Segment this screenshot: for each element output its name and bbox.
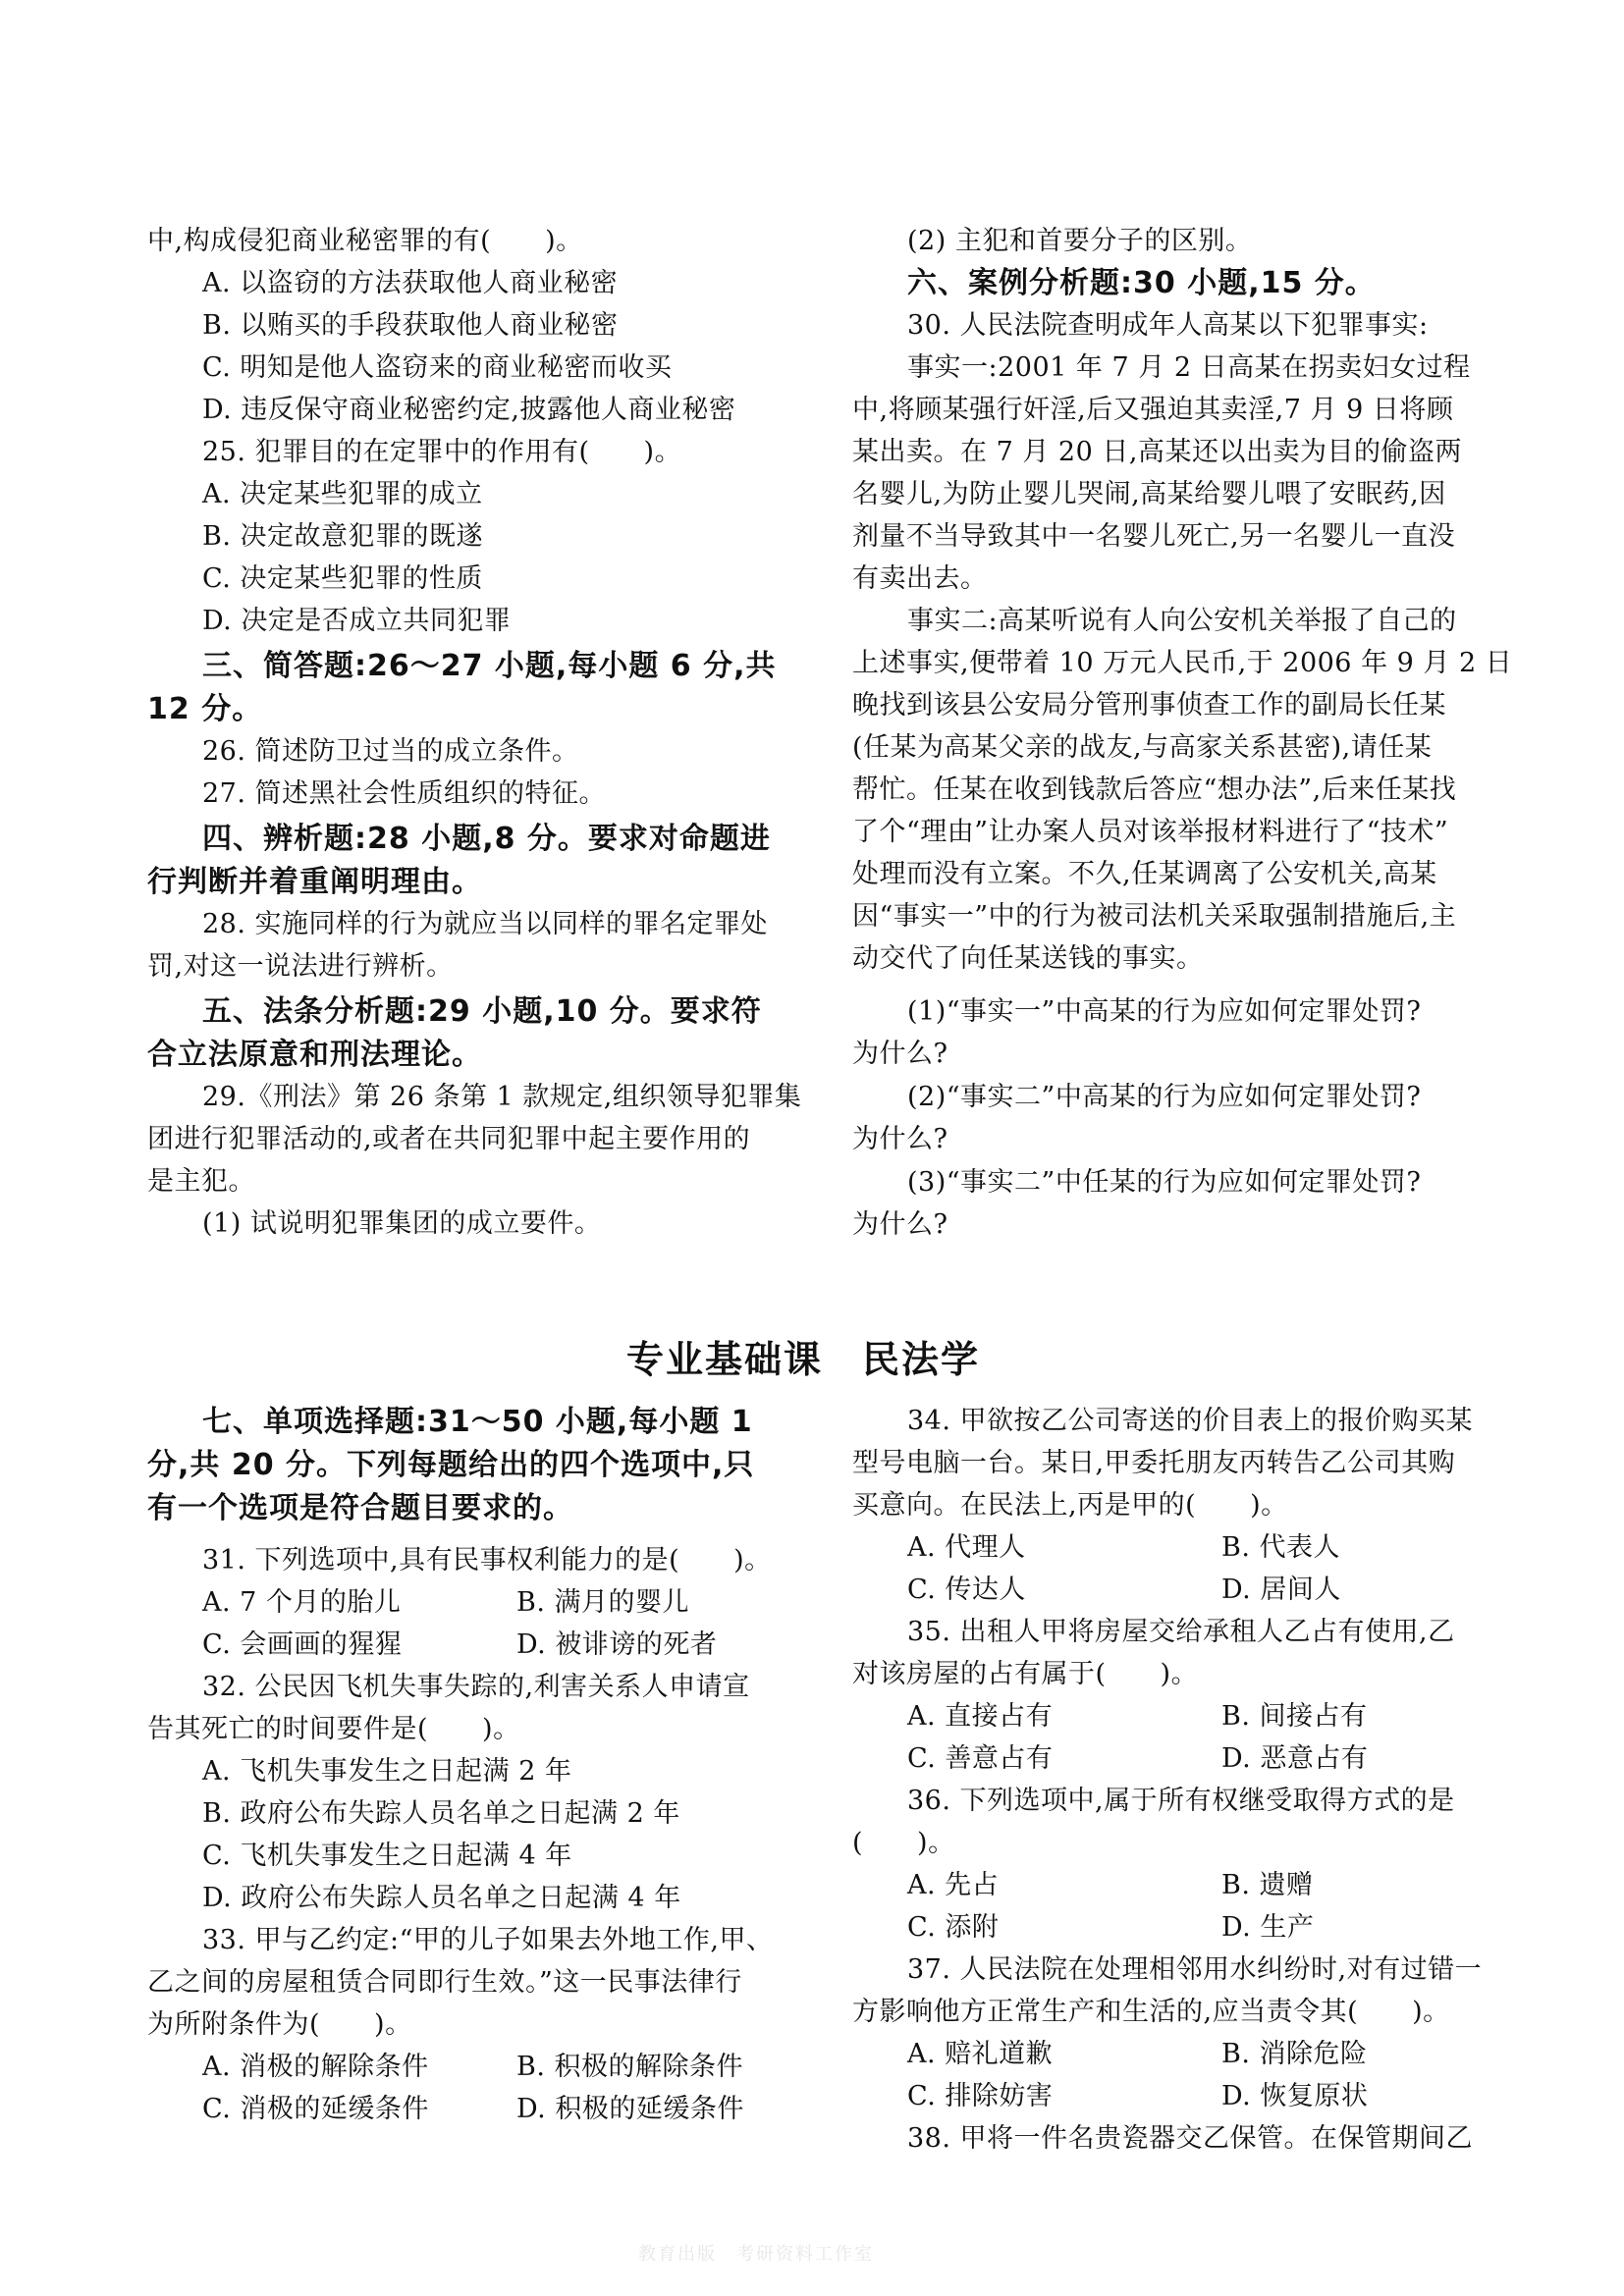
q35-stem-line-1: 35. 出租人甲将房屋交给承租人乙占有使用,乙: [907, 1617, 1455, 1647]
q37-option-b: B. 消除危险: [1221, 2039, 1368, 2069]
q30-fact2-line-3: 晚找到该县公安局分管刑事侦查工作的副局长任某: [852, 690, 1446, 721]
q32-stem-line-2: 告其死亡的时间要件是( )。: [147, 1714, 520, 1744]
section-7-heading-cont-2: 有一个选项是符合题目要求的。: [147, 1491, 573, 1525]
q30-fact2-line-2: 上述事实,便带着 10 万元人民币,于 2006 年 9 月 2 日: [852, 648, 1513, 678]
q35-option-a: A. 直接占有: [907, 1701, 1054, 1732]
q26: 26. 简述防卫过当的成立条件。: [202, 736, 579, 767]
q30-fact1-line-5: 剂量不当导致其中一名婴儿死亡,另一名婴儿一直没: [852, 521, 1456, 552]
q34-option-a: A. 代理人: [907, 1532, 1026, 1563]
q24-stem-end: 中,构成侵犯商业秘密罪的有( )。: [147, 226, 583, 256]
q34-stem-line-3: 买意向。在民法上,丙是甲的( )。: [852, 1490, 1288, 1521]
q30-sub-2: (2)“事实二”中高某的行为应如何定罪处罚?: [907, 1082, 1422, 1112]
q32-option-a: A. 飞机失事发生之日起满 2 年: [202, 1756, 572, 1787]
q33-option-c: C. 消极的延缓条件: [202, 2094, 429, 2124]
section-7-heading-cont-1: 分,共 20 分。下列每题给出的四个选项中,只: [147, 1448, 755, 1482]
q24-option-a: A. 以盗窃的方法获取他人商业秘密: [202, 268, 619, 298]
q25-stem: 25. 犯罪目的在定罪中的作用有( )。: [202, 437, 682, 467]
q36-option-a: A. 先占: [907, 1870, 1000, 1900]
q30-fact2-line-7: 处理而没有立案。不久,任某调离了公安机关,高某: [852, 859, 1437, 889]
q30-fact1-line-4: 名婴儿,为防止婴儿哭闹,高某给婴儿喂了安眠药,因: [852, 479, 1446, 509]
q30-fact2-line-6: 了个“理由”让办案人员对该举报材料进行了“技术”: [852, 817, 1449, 847]
q30-stem: 30. 人民法院查明成年人高某以下犯罪事实:: [907, 310, 1429, 341]
q32-stem-line-1: 32. 公民因飞机失事失踪的,利害关系人申请宣: [202, 1672, 750, 1702]
q32-option-b: B. 政府公布失踪人员名单之日起满 2 年: [202, 1798, 680, 1829]
q33-option-a: A. 消极的解除条件: [202, 2052, 429, 2082]
q29-line-2: 团进行犯罪活动的,或者在共同犯罪中起主要作用的: [147, 1124, 751, 1154]
q37-stem-line-2: 方影响他方正常生产和生活的,应当责令其( )。: [852, 1997, 1450, 2027]
q30-fact2-line-1: 事实二:高某听说有人向公安机关举报了自己的: [907, 606, 1457, 636]
section-title: 专业基础课 民法学: [626, 1338, 981, 1381]
q37-stem-line-1: 37. 人民法院在处理相邻用水纠纷时,对有过错一: [907, 1954, 1483, 1985]
q31-stem: 31. 下列选项中,具有民事权利能力的是( )。: [202, 1545, 772, 1575]
q34-option-d: D. 居间人: [1221, 1575, 1341, 1605]
section-4-heading-cont: 行判断并着重阐明理由。: [147, 865, 482, 899]
q37-option-d: D. 恢复原状: [1221, 2081, 1369, 2111]
q34-option-c: C. 传达人: [907, 1575, 1026, 1605]
q32-option-c: C. 飞机失事发生之日起满 4 年: [202, 1841, 572, 1871]
q33-option-b: B. 积极的解除条件: [516, 2052, 744, 2082]
section-5-heading: 五、法条分析题:29 小题,10 分。要求符: [202, 994, 762, 1029]
q28-line-1: 28. 实施同样的行为就应当以同样的罪名定罪处: [202, 909, 769, 939]
q30-sub-2-why: 为什么?: [852, 1124, 948, 1154]
q33-option-d: D. 积极的延缓条件: [516, 2094, 744, 2124]
q24-option-d: D. 违反保守商业秘密约定,披露他人商业秘密: [202, 395, 736, 425]
q30-fact2-line-9: 动交代了向任某送钱的事实。: [852, 943, 1204, 974]
q30-sub-1-why: 为什么?: [852, 1039, 948, 1069]
q37-option-c: C. 排除妨害: [907, 2081, 1054, 2111]
q30-sub-1: (1)“事实一”中高某的行为应如何定罪处罚?: [907, 996, 1422, 1027]
section-5-heading-cont: 合立法原意和刑法理论。: [147, 1038, 482, 1072]
q33-stem-line-2: 乙之间的房屋租赁合同即行生效。”这一民事法律行: [147, 1967, 742, 1998]
q29-line-3: 是主犯。: [147, 1166, 255, 1197]
q28-line-2: 罚,对这一说法进行辨析。: [147, 951, 454, 982]
q33-stem-line-1: 33. 甲与乙约定:“甲的儿子如果去外地工作,甲、: [202, 1925, 774, 1955]
q30-fact2-line-4: (任某为高某父亲的战友,与高家关系甚密),请任某: [852, 732, 1433, 763]
q36-option-d: D. 生产: [1221, 1912, 1315, 1943]
q30-fact1-line-6: 有卖出去。: [852, 563, 988, 594]
q31-option-b: B. 满月的婴儿: [516, 1587, 690, 1618]
q34-stem-line-2: 型号电脑一台。某日,甲委托朋友丙转告乙公司其购: [852, 1448, 1456, 1478]
section-6-heading: 六、案例分析题:30 小题,15 分。: [907, 266, 1376, 300]
q24-option-b: B. 以贿买的手段获取他人商业秘密: [202, 310, 619, 341]
q25-option-d: D. 决定是否成立共同犯罪: [202, 606, 512, 636]
section-4-heading: 四、辨析题:28 小题,8 分。要求对命题进: [202, 822, 771, 856]
q35-stem-line-2: 对该房屋的占有属于( )。: [852, 1659, 1199, 1689]
section-3-heading: 三、简答题:26～27 小题,每小题 6 分,共: [202, 649, 777, 683]
q35-option-d: D. 恶意占有: [1221, 1743, 1369, 1774]
q25-option-c: C. 决定某些犯罪的性质: [202, 563, 483, 594]
q33-stem-line-3: 为所附条件为( )。: [147, 2009, 412, 2040]
q30-sub-3: (3)“事实二”中任某的行为应如何定罪处罚?: [907, 1167, 1422, 1198]
section-7-heading: 七、单项选择题:31～50 小题,每小题 1: [202, 1405, 753, 1439]
q31-option-d: D. 被诽谤的死者: [516, 1629, 718, 1660]
q34-option-b: B. 代表人: [1221, 1532, 1341, 1563]
q31-option-a: A. 7 个月的胎儿: [202, 1587, 402, 1618]
section-3-heading-cont: 12 分。: [147, 692, 263, 726]
q30-fact1-line-2: 中,将顾某强行奸淫,后又强迫其卖淫,7 月 9 日将顾: [852, 395, 1454, 425]
q36-option-c: C. 添附: [907, 1912, 1000, 1943]
q38-stem-line-1: 38. 甲将一件名贵瓷器交乙保管。在保管期间乙: [907, 2123, 1474, 2154]
q30-sub-3-why: 为什么?: [852, 1209, 948, 1240]
q30-fact1-line-1: 事实一:2001 年 7 月 2 日高某在拐卖妇女过程: [907, 352, 1471, 383]
q27: 27. 简述黑社会性质组织的特征。: [202, 778, 607, 809]
q24-option-c: C. 明知是他人盗窃来的商业秘密而收买: [202, 352, 673, 383]
q36-option-b: B. 遗赠: [1221, 1870, 1314, 1900]
q37-option-a: A. 赔礼道歉: [907, 2039, 1054, 2069]
q30-fact2-line-8: 因“事实一”中的行为被司法机关采取强制措施后,主: [852, 901, 1457, 932]
q32-option-d: D. 政府公布失踪人员名单之日起满 4 年: [202, 1883, 681, 1913]
q35-option-c: C. 善意占有: [907, 1743, 1054, 1774]
q31-option-c: C. 会画画的猩猩: [202, 1629, 403, 1660]
q30-fact2-line-5: 帮忙。任某在收到钱款后答应“想办法”,后来任某找: [852, 774, 1457, 805]
q25-option-b: B. 决定故意犯罪的既遂: [202, 521, 484, 552]
q29-line-1: 29.《刑法》第 26 条第 1 款规定,组织领导犯罪集: [202, 1082, 802, 1112]
q35-option-b: B. 间接占有: [1221, 1701, 1368, 1732]
page-footer-watermark: 教育出版 考研资料工作室: [638, 2244, 874, 2265]
q36-stem-line-1: 36. 下列选项中,属于所有权继受取得方式的是: [907, 1786, 1455, 1816]
q25-option-a: A. 决定某些犯罪的成立: [202, 479, 483, 509]
q29-sub-1: (1) 试说明犯罪集团的成立要件。: [202, 1208, 602, 1239]
left-column-bottom: [147, 0, 805, 2209]
right-column-bottom: [852, 0, 1520, 2209]
q34-stem-line-1: 34. 甲欲按乙公司寄送的价目表上的报价购买某: [907, 1406, 1474, 1436]
q29-sub-2: (2) 主犯和首要分子的区别。: [907, 226, 1253, 256]
q30-fact1-line-3: 某出卖。在 7 月 20 日,高某还以出卖为目的偷盗两: [852, 437, 1462, 467]
q36-stem-line-2: ( )。: [852, 1828, 955, 1858]
